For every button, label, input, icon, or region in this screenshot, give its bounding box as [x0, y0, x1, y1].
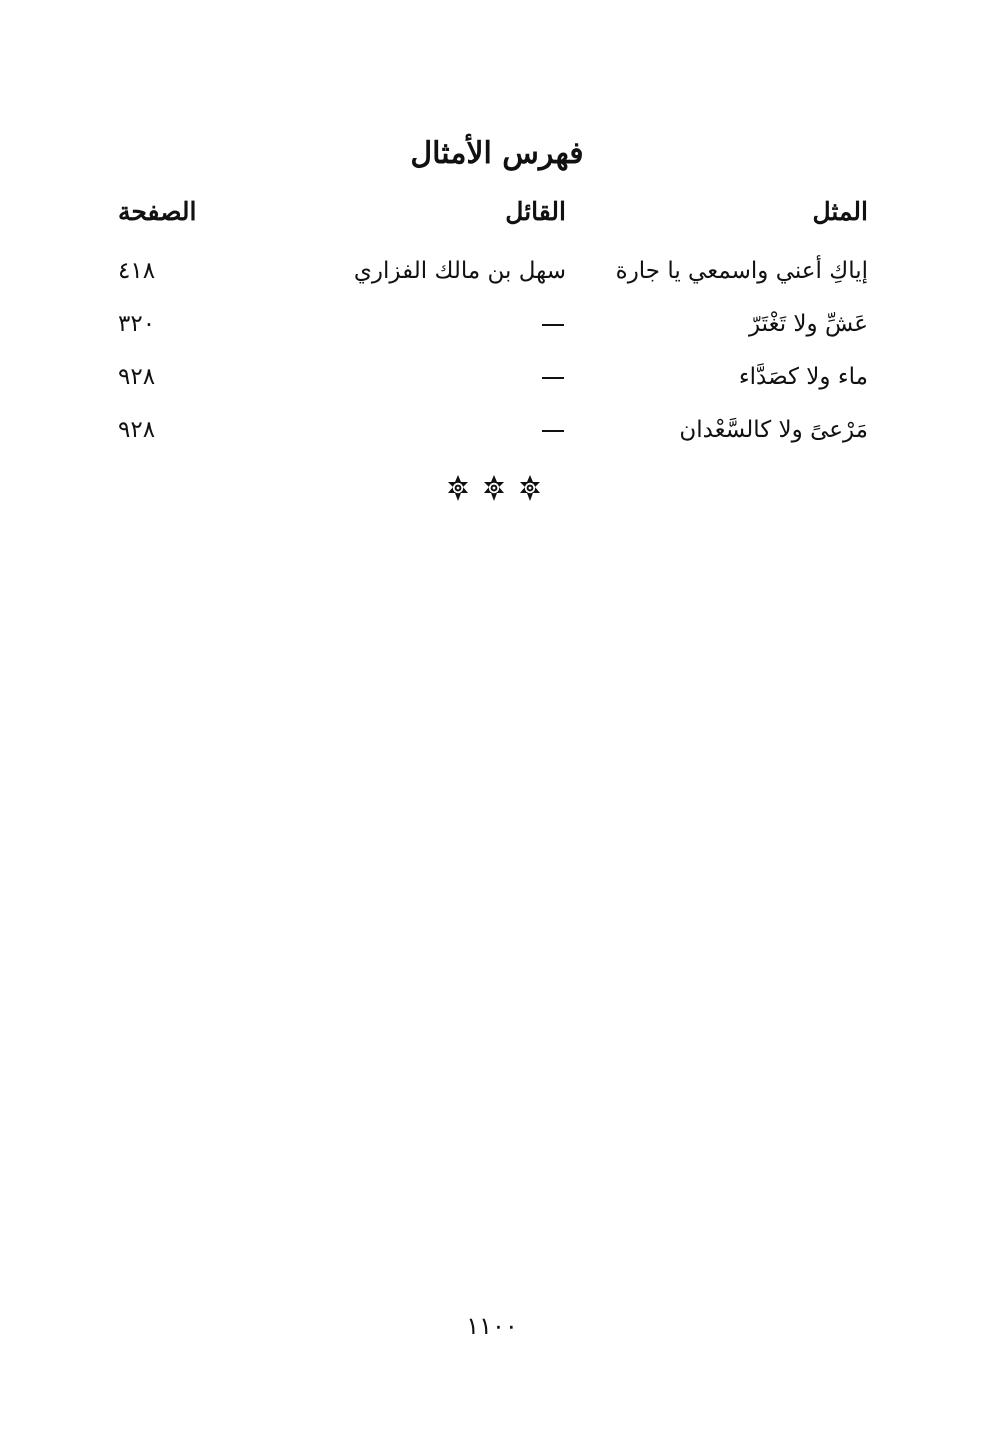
eight-point-rosette-icon: [446, 474, 470, 504]
dash-mark: [542, 377, 564, 379]
page-number: ٣٢٠: [118, 311, 156, 337]
column-header-proverb: المثل: [812, 197, 868, 226]
end-ornaments: [0, 474, 984, 504]
page-folio-number: ١١٠٠: [466, 1312, 518, 1340]
speaker-dash: [542, 408, 566, 452]
table-header: [0, 190, 984, 234]
column-header-speaker: القائل: [505, 197, 566, 226]
page-number: ٩٢٨: [118, 364, 156, 390]
speaker-dash: [542, 355, 566, 399]
page-number: ٩٢٨: [118, 417, 156, 443]
eight-point-rosette-icon: [482, 474, 506, 504]
speaker-name: سهل بن مالك الفزاري: [353, 258, 566, 284]
proverb-text: مَرْعىً ولا كالسَّعْدان: [679, 417, 868, 443]
speaker-dash: [542, 302, 566, 346]
dash-mark: [542, 430, 564, 432]
eight-point-rosette-icon: [518, 474, 542, 504]
proverb-text: إياكِ أعني واسمعي يا جارة: [615, 258, 868, 284]
dash-mark: [542, 324, 564, 326]
proverb-text: عَشِّ ولا تَغْتَرّ: [748, 311, 868, 337]
page-title: فهرس الأمثال: [410, 136, 584, 171]
column-header-page: الصفحة: [118, 197, 197, 226]
table-row: [0, 408, 984, 452]
table-row: [0, 355, 984, 399]
page-number: ٤١٨: [118, 258, 156, 284]
proverb-text: ماء ولا كصَدَّاء: [738, 364, 868, 390]
table-row: [0, 249, 984, 293]
table-row: [0, 302, 984, 346]
